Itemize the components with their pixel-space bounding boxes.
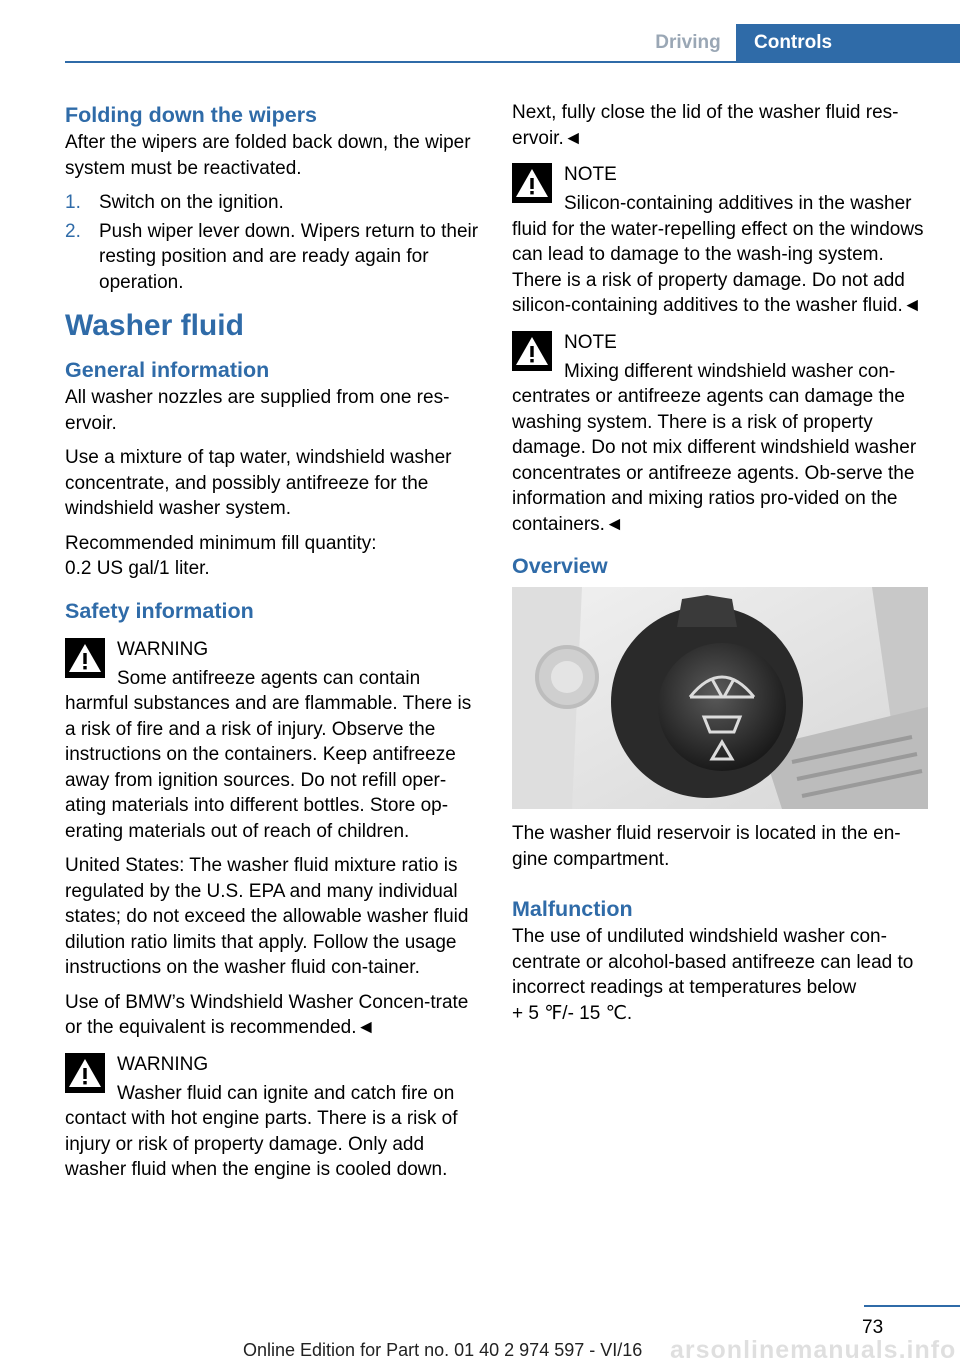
note-title: NOTE	[564, 331, 617, 353]
header-rule	[65, 61, 960, 63]
warning-notice	[65, 1051, 480, 1183]
warning-triangle-icon	[512, 163, 552, 203]
note-title: NOTE	[564, 164, 617, 185]
right-column	[512, 100, 928, 1035]
warning-title: WARNING	[117, 638, 209, 660]
watermark: arsonlinemanuals.info	[670, 1336, 957, 1364]
fill-quantity-label: Recommended minimum fill quantity:	[65, 532, 377, 554]
fill-quantity-value: 0.2 US gal/1 liter.	[65, 558, 210, 579]
overview-heading: Overview	[512, 554, 608, 578]
step-number: 1.	[65, 192, 81, 213]
malfunction-body: The use of undiluted windshield washer con-centrate or alcohol-based antifreeze can lead to incorrect readings at temperatures below	[512, 926, 914, 998]
malfunction-text	[512, 924, 928, 1026]
washer-reservoir-photo	[512, 587, 928, 809]
general-p3	[65, 531, 480, 582]
close-lid-text: Next, fully close the lid of the washer fluid res-ervoir.◄	[512, 102, 899, 149]
header-chapter-tab: Controls	[736, 24, 960, 61]
note-body: Mixing different windshield washer con-centrates or antifreeze agents can damage the washing system. There is a risk of property damage. Do not mix different windshield washer concentrates or antifreeze agents. Ob-serve the information and mixing ratios pro-vided on the containers.◄	[512, 360, 917, 535]
left-column	[65, 100, 480, 1192]
page-number: 73	[862, 1317, 884, 1338]
warning-notice	[65, 636, 480, 845]
list-item	[65, 190, 480, 216]
note-notice	[512, 329, 928, 538]
note-body: Silicon-containing additives in the washer fluid for the water-repelling effect on the windows can lead to damage to the wash-ing system. There is a risk of property damage. Do not add silicon-containing additives to the washer fluid.◄	[512, 193, 924, 316]
warning-triangle-icon	[65, 1053, 105, 1093]
steps-list	[65, 190, 480, 295]
folding-intro: After the wipers are folded back down, the wiper system must be reactivated.	[65, 132, 471, 179]
photo-caption: The washer fluid reservoir is located in the en-gine compartment.	[512, 823, 901, 870]
footer-rule	[864, 1305, 960, 1307]
general-p2: Use a mixture of tap water, windshield washer concentrate, and possibly antifreeze for the windshield washer system.	[65, 447, 452, 519]
general-p1: All washer nozzles are supplied from one res-ervoir.	[65, 387, 450, 434]
warning-triangle-icon	[65, 638, 105, 678]
general-info-heading: General information	[65, 358, 270, 382]
washer-fluid-title: Washer fluid	[65, 309, 244, 342]
note-notice	[512, 161, 928, 319]
step-text: Push wiper lever down. Wipers return to their resting position and are ready again for operation.	[99, 220, 479, 293]
malfunction-temperatures: + 5 ℉/- 15 ℃.	[512, 1002, 633, 1024]
folding-heading: Folding down the wipers	[65, 103, 318, 127]
warning-title: WARNING	[117, 1053, 209, 1075]
safety-info-heading: Safety information	[65, 598, 254, 623]
list-item	[65, 219, 480, 296]
us-regulation-text: United States: The washer fluid mixture ratio is regulated by the U.S. EPA and many individual states; do not exceed the allowable washer fluid dilution ratio limits that apply. Follow the usage instructions on the washer fluid con-tainer.	[65, 855, 469, 978]
edition-text: Online Edition for Part no. 01 40 2 974 597 - VI/16	[243, 1340, 643, 1360]
warning-body: Washer fluid can ignite and catch fire on contact with hot engine parts. There is a risk of injury or risk of property damage. Only add washer fluid when the engine is cooled down.	[65, 1082, 458, 1180]
step-text: Switch on the ignition.	[99, 192, 284, 213]
bmw-recommendation-text: Use of BMW’s Windshield Washer Concen-trate or the equivalent is recommended.◄	[65, 991, 469, 1038]
header-section-tab: Driving	[655, 32, 721, 53]
warning-body: Some antifreeze agents can contain harmful substances and are flammable. There is a risk of fire and a risk of injury. Observe the instructions on the containers. Keep antifreeze away from ignition sources. Do not refill oper-ating materials into different bottles. Store op-erating materials out of reach of children.	[65, 667, 472, 842]
step-number: 2.	[65, 220, 81, 242]
malfunction-heading: Malfunction	[512, 897, 633, 921]
warning-triangle-icon	[512, 331, 552, 371]
